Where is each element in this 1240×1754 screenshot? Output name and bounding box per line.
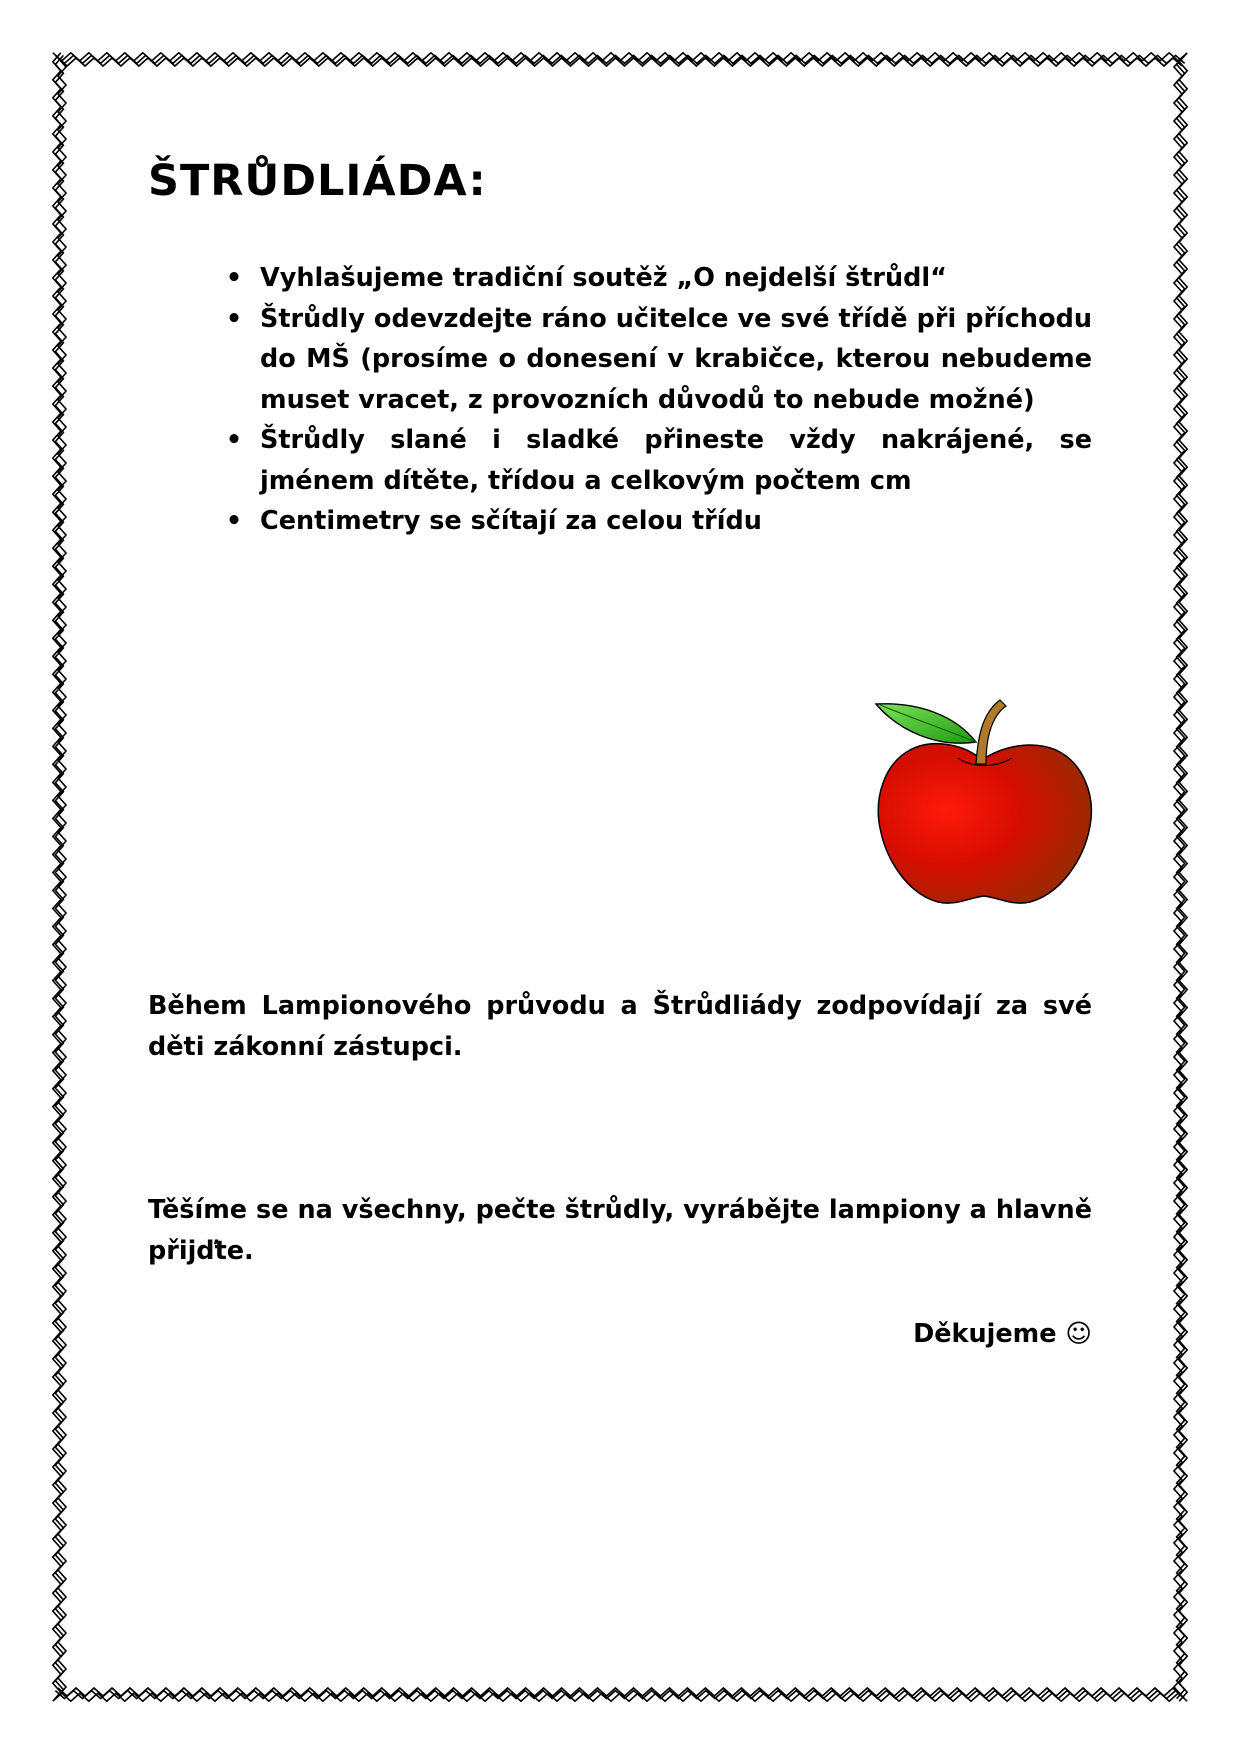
bullet-icon: • [225, 506, 243, 536]
rules-list [225, 258, 1092, 542]
list-item [225, 420, 1092, 501]
list-item-text: Štrůdly odevzdejte ráno učitelce ve své třídě při příchodu do MŠ (prosíme o donesení v krabičce, kterou nebudeme muset vracet, z provozních důvodů to nebude možné) [260, 303, 1092, 415]
bullet-icon: • [225, 425, 243, 455]
responsibility-note: Během Lampionového průvodu a Štrůdliády zodpovídají za své děti zákonní zástupci. [148, 991, 1092, 1062]
bullet-icon: • [225, 303, 243, 334]
list-item [225, 501, 1092, 542]
list-item-text: Centimetry se sčítají za celou třídu [260, 506, 762, 536]
bullet-icon: • [225, 263, 243, 293]
list-item-text: Vyhlašujeme tradiční soutěž „O nejdelší štrůdl“ [260, 263, 947, 293]
list-item [225, 258, 1092, 299]
page-title: ŠTRŮDLIÁDA: [148, 156, 487, 206]
list-item-text: Štrůdly slané i sladké přineste vždy nakrájené, se jménem dítěte, třídou a celkovým počtem cm [260, 425, 1092, 496]
list-item [225, 299, 1092, 421]
closing-note: Těšíme se na všechny, pečte štrůdly, vyrábějte lampiony a hlavně přijďte. [148, 1195, 1092, 1266]
thanks-text: Děkujeme ☺ [913, 1319, 1092, 1349]
apple-icon [872, 688, 1098, 906]
